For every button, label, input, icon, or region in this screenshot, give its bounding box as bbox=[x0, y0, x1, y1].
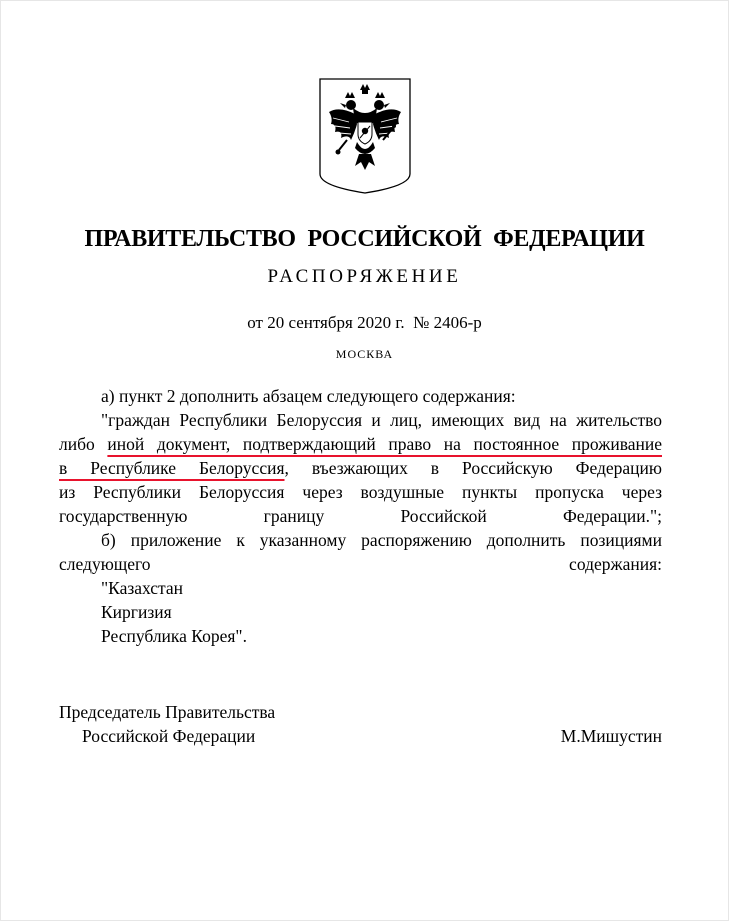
item-b-line: следующего содержания: bbox=[59, 554, 662, 574]
document-city: МОСКВА bbox=[335, 347, 394, 361]
quote-line bbox=[59, 456, 662, 480]
signatory-name: М.Мишустин bbox=[560, 726, 662, 746]
document-type: РАСПОРЯЖЕНИЕ bbox=[267, 266, 462, 287]
document-body bbox=[59, 384, 662, 648]
quote-line bbox=[59, 432, 662, 456]
government-title: ПРАВИТЕЛЬСТВО РОССИЙСКОЙ ФЕДЕРАЦИИ bbox=[84, 226, 645, 252]
highlighted-text: иной документ, подтверждающий право на постоянное проживание bbox=[107, 434, 662, 454]
country-item: Республика Корея". bbox=[101, 626, 247, 646]
quote-line: из Республики Белоруссия через воздушные пункты пропуска через bbox=[59, 482, 662, 502]
country-item: "Казахстан bbox=[101, 578, 184, 598]
country-list bbox=[59, 576, 662, 648]
quote-line: государственную границу Российской Федерации."; bbox=[59, 506, 662, 526]
quote-line: "граждан Республики Белоруссия и лиц, имеющих вид на жительство bbox=[101, 410, 662, 430]
item-a-paragraph: а) пункт 2 дополнить абзацем следующего содержания: bbox=[101, 386, 516, 406]
position-line: Председатель Правительства bbox=[59, 702, 276, 722]
item-b-paragraph bbox=[59, 528, 662, 576]
document-date-number: от 20 сентября 2020 г. № 2406-р bbox=[247, 313, 482, 332]
quote-paragraph bbox=[59, 408, 662, 528]
coat-of-arms-emblem bbox=[319, 78, 411, 194]
quote-text: , въезжающих в Российскую Федерацию bbox=[284, 458, 662, 478]
position-line: Российской Федерации bbox=[82, 726, 256, 746]
signatory-position bbox=[59, 700, 275, 748]
item-b-line: б) приложение к указанному распоряжению дополнить позициями bbox=[101, 530, 662, 550]
quote-text: либо bbox=[59, 434, 108, 454]
country-item: Киргизия bbox=[101, 602, 172, 622]
highlighted-text: в Республике Белоруссия bbox=[59, 458, 285, 478]
